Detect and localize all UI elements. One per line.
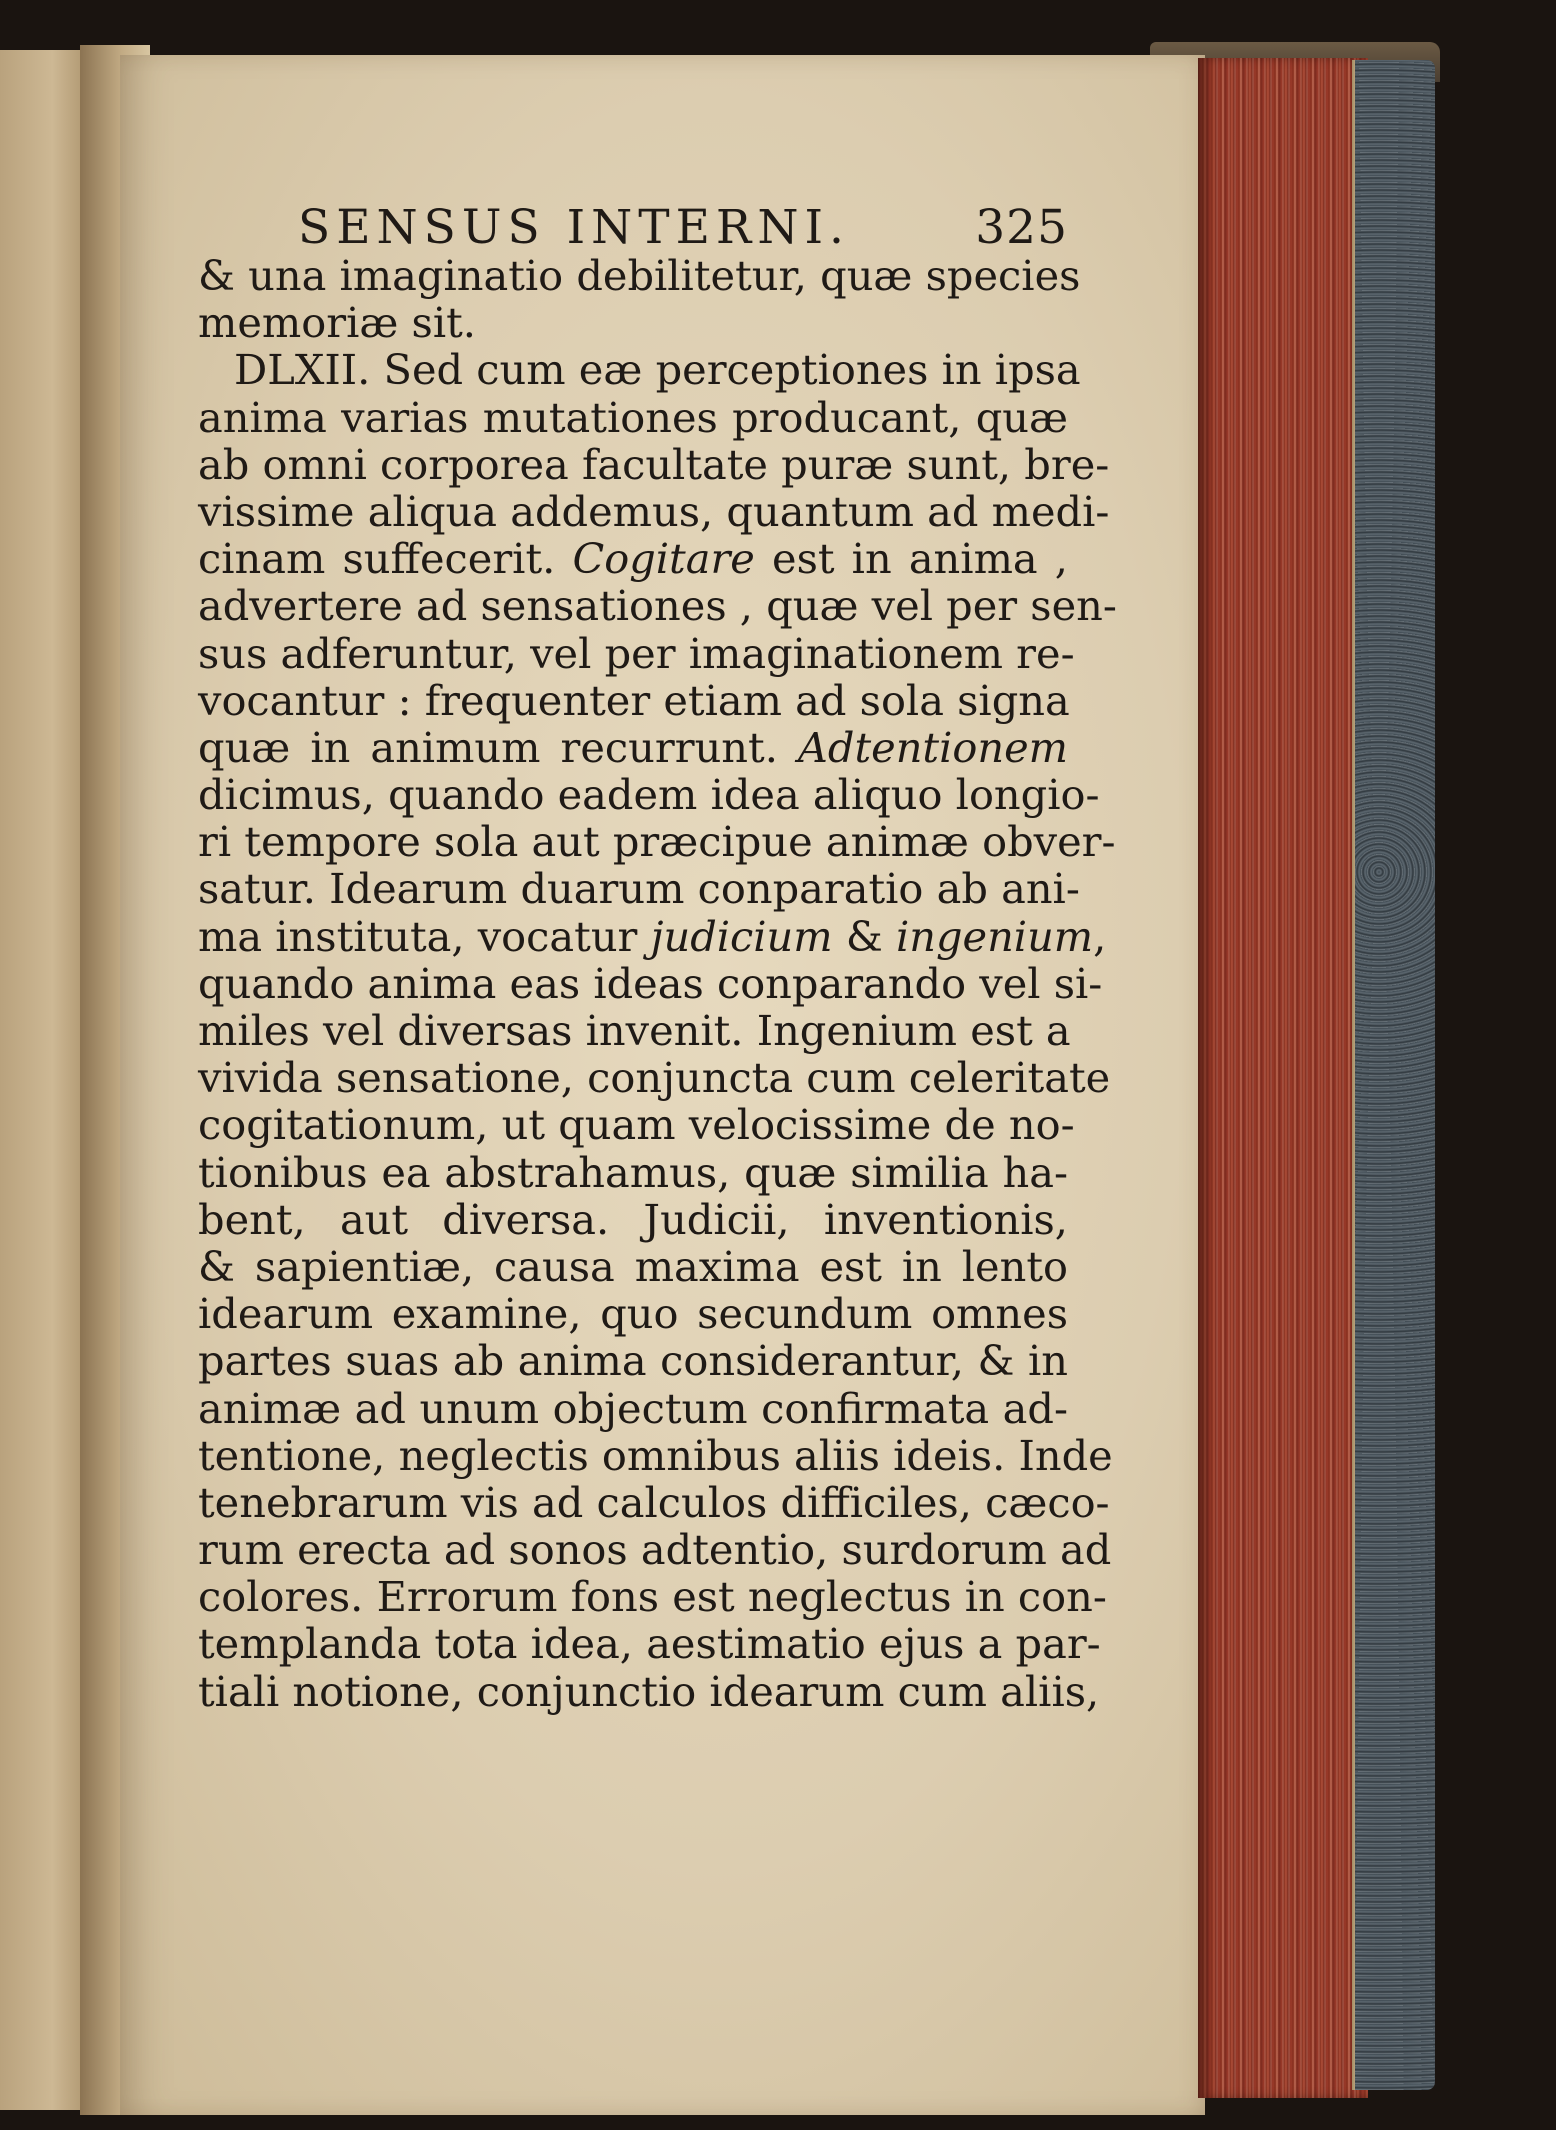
text-line: anima varias mutationes producant, quæ (198, 392, 1068, 442)
text-line: miles vel diversas invenit. Ingenium est a (198, 1006, 1071, 1055)
text-line: vissime aliqua addemus, quantum ad medi- (198, 486, 1110, 536)
text-line: rum erecta ad sonos adtentio, surdorum ad (198, 1525, 1112, 1575)
text-line: partes suas ab anima considerantur, & in (198, 1336, 1068, 1386)
running-title: SENSUS INTERNI. (298, 200, 850, 255)
text-line: & sapientiæ, causa maxima est in lento (198, 1241, 1068, 1291)
italic-term: judicium (650, 911, 833, 961)
text-segment: cinam suffecerit. (198, 534, 573, 584)
text-line: memoriæ sit. (198, 298, 476, 348)
red-page-edges (1198, 58, 1368, 2098)
text-line (198, 724, 1068, 771)
text-segment: , (1093, 911, 1107, 961)
text-line: quando anima eas ideas conparando vel si- (198, 958, 1103, 1008)
italic-term: Cogitare (572, 534, 755, 584)
text-line: advertere ad sensationes , quæ vel per sen- (198, 581, 1117, 631)
text-line: DLXII. Sed cum eæ perceptiones in ipsa (234, 345, 1081, 395)
text-line: satur. Idearum duarum conparatio ab ani- (198, 864, 1080, 914)
text-segment: & (832, 911, 896, 961)
text-line: idearum examine, quo secundum omnes (198, 1289, 1068, 1339)
text-segment: est in anima , (754, 534, 1068, 584)
body-text (198, 251, 1117, 1716)
text-line: animæ ad unum objectum confirmata ad- (198, 1383, 1068, 1433)
italic-term: ingenium (895, 911, 1094, 961)
text-line: vivida sensatione, conjuncta cum celeritate (198, 1053, 1111, 1103)
text-segment: quæ in animum recurrunt. (198, 722, 798, 772)
text-line: sus adferuntur, vel per imaginationem re- (198, 628, 1075, 678)
text-line: vocantur : frequenter etiam ad sola signa (198, 675, 1070, 725)
text-line: ri tempore sola aut præcipue animæ obver- (198, 817, 1116, 867)
text-line: & una imaginatio debilitetur, quæ species (198, 251, 1081, 300)
text-line: tionibus ea abstrahamus, quæ similia ha- (198, 1147, 1068, 1197)
text-line: tentione, neglectis omnibus aliis ideis. Inde (198, 1430, 1113, 1480)
text-segment: ma instituta, vocatur (198, 911, 651, 961)
text-line: colores. Errorum fons est neglectus in con- (198, 1572, 1107, 1622)
italic-term: Adtentionem (797, 722, 1068, 772)
text-line: tiali notione, conjunctio idearum cum aliis, (198, 1666, 1100, 1716)
marbled-cover (1355, 60, 1435, 2090)
text-line: tenebrarum vis ad calculos difficiles, cæco- (198, 1477, 1110, 1527)
text-line: dicimus, quando eadem idea aliquo longio- (198, 770, 1100, 820)
text-line: templanda tota idea, aestimatio ejus a par- (198, 1619, 1101, 1669)
page-number: 325 (975, 200, 1068, 255)
text-line: ab omni corporea facultate puræ sunt, bre- (198, 439, 1110, 489)
text-line (198, 535, 1068, 582)
text-line (198, 911, 1107, 961)
text-line: cogitationum, ut quam velocissime de no- (198, 1100, 1075, 1150)
text-line: bent, aut diversa. Judicii, inventionis, (198, 1194, 1068, 1244)
